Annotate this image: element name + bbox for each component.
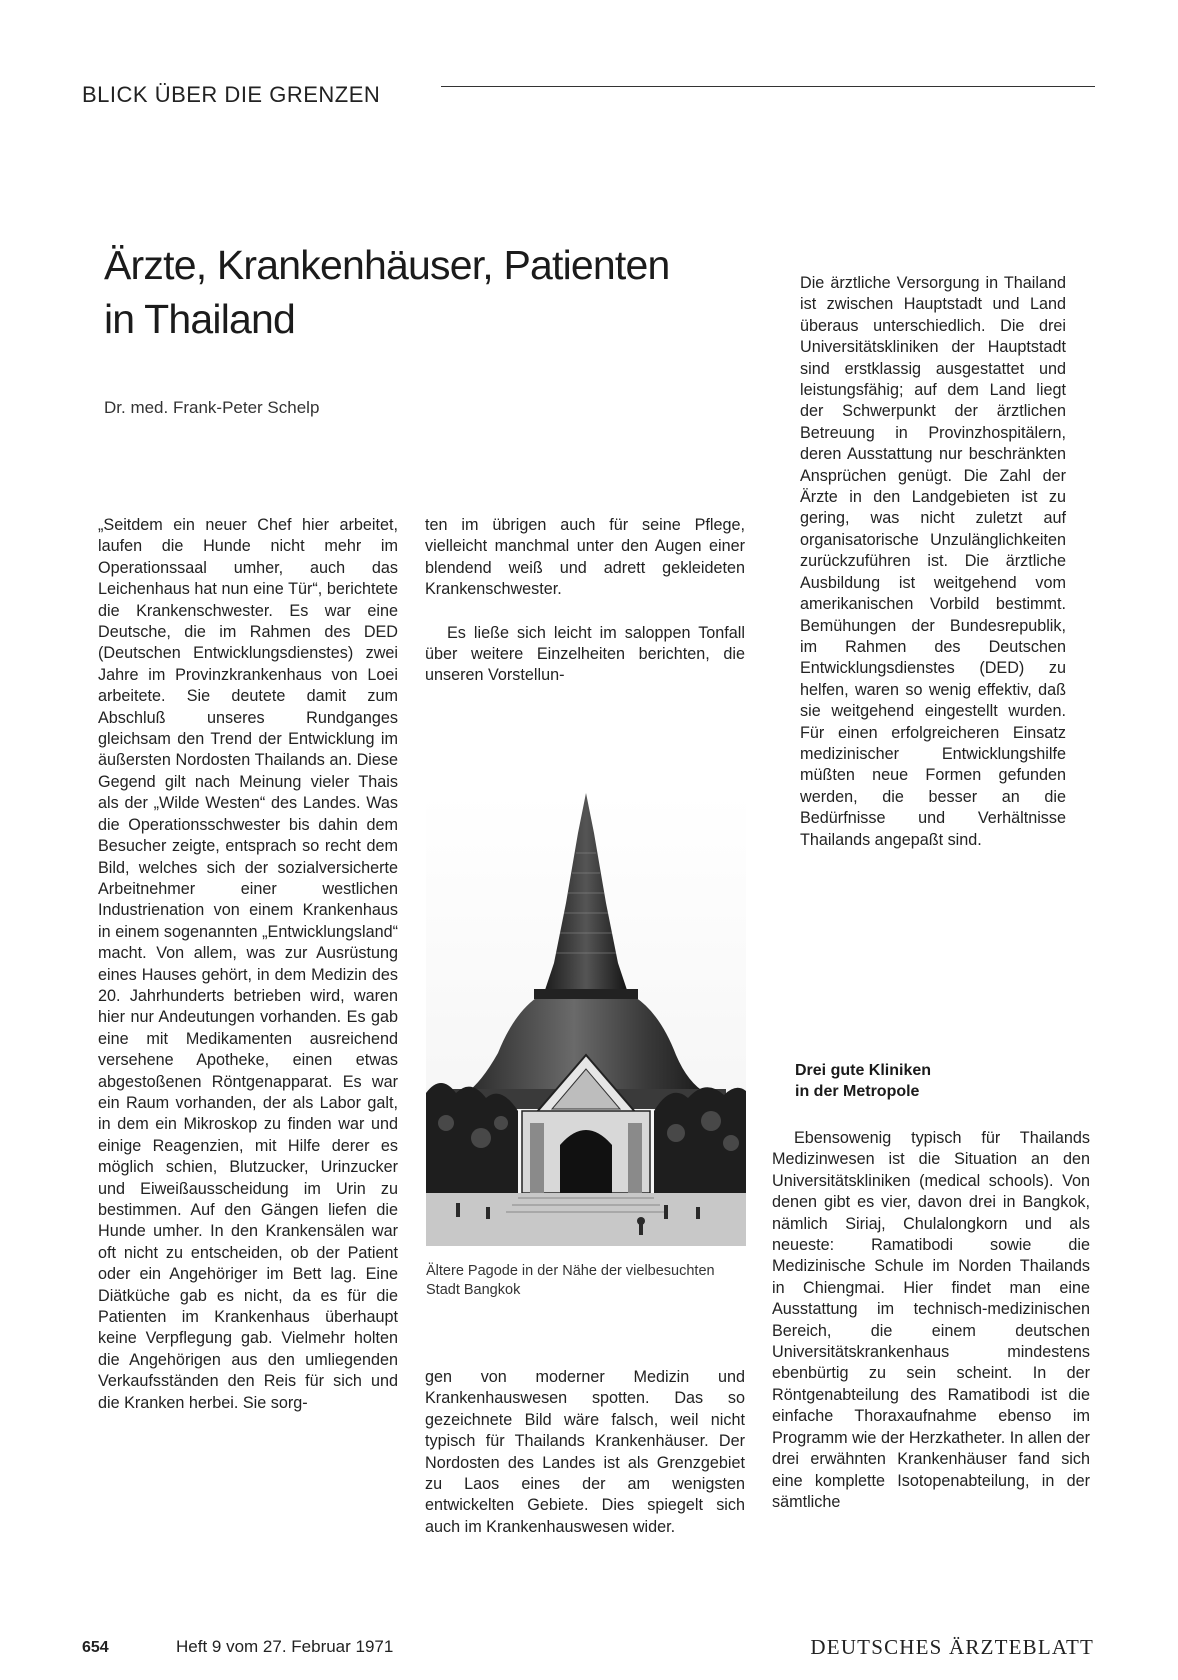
title-line-2: in Thailand bbox=[104, 296, 296, 342]
body-paragraph: „Seitdem ein neuer Chef hier arbeitet, laufen die Hunde nicht mehr im Operationssaal umher, auch das Leichenhaus hat nun eine Tür“, berichtete die Krankenschwester. Es war eine Deutsche, die im Rahmen des DED (Deutschen Entwicklungsdienstes) zwei Jahre im Provinzkrankenhaus von Loei arbeitete. Sie deutete damit zum Abschluß unseres Rundganges gleichsam den Trend der Entwicklung im äußersten Nordosten Thailands an. Diese Gegend gilt nach Meinung vieler Thais als der „Wilde Westen“ des Landes. Was die Operationsschwester bis dahin dem Besucher zeigte, entsprach so recht dem Bild, welches sich der sozialversicherte Arbeitnehmer einer westlichen Industrienation von einem Krankenhaus in einem sogenannten „Entwicklungsland“ macht. Von allem, was zur Ausrüstung eines Hauses gehört, in dem Medizin des 20. Jahrhunderts betrieben wird, waren hier nur Andeutungen vorhanden. Es gab eine mit Medikamenten ausreichend versehene Apotheke, einen etwas abgestoßenen Röntgenapparat. Es war ein Raum vorhanden, der als Labor galt, in dem ein Mikroskop zu finden war und einige Reagenzien, mit Hilfe derer es möglich schien, Blutzucker, Urinzucker und Eiweißausscheidung im Urin zu bestimmen. Auf den Gängen liefen die Hunde umher. In den Krankensälen war oft nicht zu entscheiden, ob der Patient oder ein Angehöriger im Bett lag. Eine Diätküche gab es nicht, da es für die Patienten im Krankenhaus überhaupt keine Verpflegung gab. Vielmehr holten die Angehörigen aus den umliegenden Verkaufsständen den Reis für sich und die Kranken herbei. Sie sorg- bbox=[98, 516, 398, 1412]
page-number: 654 bbox=[82, 1639, 109, 1656]
intro-paragraph: Die ärztliche Versorgung in Thailand ist zwischen Hauptstadt und Land überaus unterschiedlich. Die drei Universitätskliniken der Hauptstadt sind erstklassig ausgestattet und leistungsfähig; auf dem Land liegt der Schwerpunkt der ärztlichen Betreuung in Provinzhospitälern, deren Ausstattung nur beschränkten Ansprüchen genügt. Die Zahl der Ärzte in den Landgebieten ist zu gering, was nicht zuletzt auf organisatorische Unzulänglichkeiten zurückzuführen ist. Die ärztliche Ausbildung ist weitgehend vom amerikanischen Vorbild bestimmt. Bemühungen der Bundesrepublik, im Rahmen des Deutschen Entwicklungsdienstes (DED) zu helfen, waren so wenig effektiv, daß sie weitgehend eingestellt wurden. Für einen erfolgreicheren Einsatz medizinischer Entwicklungshilfe müßten neue Formen gefunden werden, die besser an die Bedürfnisse und Verhältnisse Thailands angepaßt sind. bbox=[800, 274, 1066, 849]
issue-info: Heft 9 vom 27. Februar 1971 bbox=[176, 1637, 394, 1656]
column-2-bottom bbox=[425, 1367, 745, 1538]
article-title bbox=[104, 238, 764, 346]
column-1 bbox=[98, 515, 398, 1414]
column-3-intro bbox=[800, 273, 1066, 851]
publication-name: DEUTSCHES ÄRZTEBLATT bbox=[810, 1635, 1094, 1659]
body-paragraph: Ebensowenig typisch für Thailands Medizinwesen ist die Situation an den Universitätskliniken (medical schools). Von denen gibt es vier, davon drei in Bangkok, nämlich Siriaj, Chulalongkorn und als neueste: Ramatibodi sowie die Medizinische Schule im Norden Thailands in Chiengmai. Hier findet man eine Ausstattung im technisch-medizinischen Bereich, die einem deutschen Universitätskrankenhaus mindestens ebenbürtig zu sein scheint. In der Röntgenabteilung des Ramatibodi ist die einfache Thoraxaufnahme ebenso im Programm wie der Herzkatheter. In allen der drei erwähnten Krankenhäuser fand sich eine komplette Isotopenabteilung, in der sämtliche bbox=[772, 1129, 1090, 1511]
subheading-line-1: Drei gute Kliniken bbox=[795, 1062, 932, 1079]
column-3-body bbox=[772, 1128, 1090, 1513]
subheading bbox=[795, 1060, 1075, 1102]
body-paragraph: gen von moderner Medizin und Krankenhauswesen spotten. Das so gezeichnete Bild wäre falsch, weil nicht typisch für Thailands Krankenhäuser. Der Nordosten des Landes ist als Grenzgebiet zu Laos eines der am wenigsten entwickelten Gebiete. Dies spiegelt sich auch im Krankenhauswesen wider. bbox=[425, 1368, 745, 1536]
header-rule bbox=[441, 86, 1095, 87]
body-paragraph: ten im übrigen auch für seine Pflege, vielleicht manchmal unter den Augen einer blendend weiß und adrett gekleideten Krankenschwester. bbox=[425, 516, 745, 599]
title-line-1: Ärzte, Krankenhäuser, Patienten bbox=[104, 242, 670, 288]
column-2-top bbox=[425, 515, 745, 687]
body-paragraph: Es ließe sich leicht im saloppen Tonfall über weitere Einzelheiten berichten, die unseren Vorstellun- bbox=[425, 623, 745, 685]
subheading-line-2: in der Metropole bbox=[795, 1083, 920, 1100]
author-byline: Dr. med. Frank-Peter Schelp bbox=[104, 398, 320, 417]
photo-caption: Ältere Pagode in der Nähe der vielbesuchten Stadt Bangkok bbox=[426, 1263, 715, 1298]
section-header: BLICK ÜBER DIE GRENZEN bbox=[82, 82, 381, 107]
pagoda-photo bbox=[426, 793, 746, 1246]
